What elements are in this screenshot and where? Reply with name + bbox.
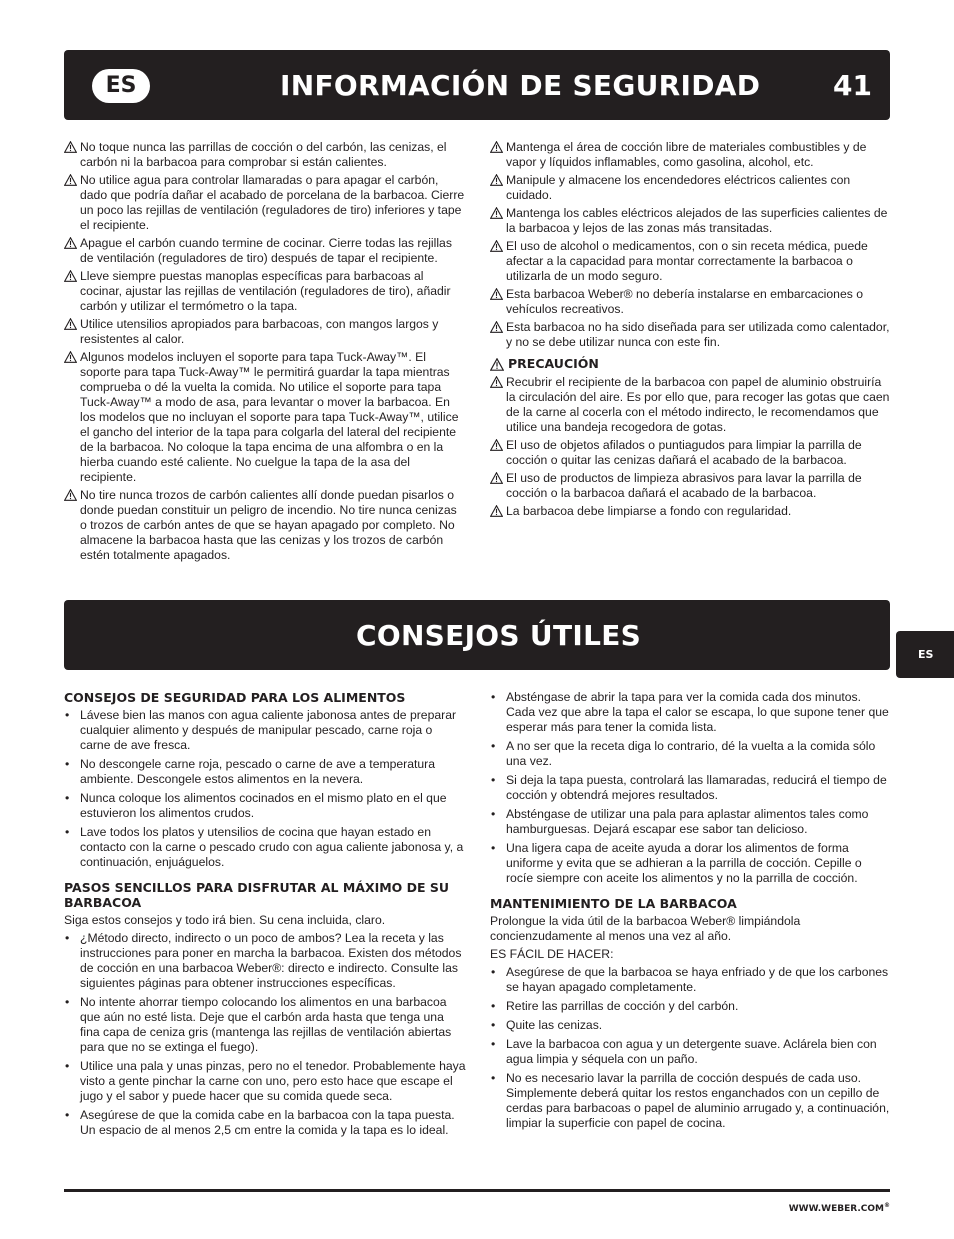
safety-warning-item	[490, 320, 892, 350]
warning-triangle-icon	[64, 351, 77, 363]
footer-url[interactable]	[789, 1200, 890, 1215]
maintenance-item	[490, 1037, 892, 1067]
bullet-icon: •	[491, 1018, 496, 1032]
bullet-icon: •	[491, 965, 496, 979]
warning-triangle-icon	[490, 321, 503, 333]
warning-triangle-icon	[490, 505, 503, 517]
food-safety-item	[64, 757, 466, 787]
safety-warning-item-text: Esta barbacoa Weber® no debería instalarse en embarcaciones o vehículos recreativos.	[506, 287, 863, 316]
maintenance-item-text: Quite las cenizas.	[506, 1018, 603, 1032]
bullet-icon: •	[491, 1071, 496, 1085]
easy-step-item-text: Una ligera capa de aceite ayuda a dorar los alimentos de forma uniforme y evita que se adhieran a la parrilla de cocción. Cepille o rocíe siempre con aceite los alimentos y no la parrilla de cocción.	[506, 841, 862, 885]
safety-warning-item	[64, 488, 466, 563]
easy-step-item	[490, 841, 892, 886]
maintenance-item-text: No es necesario lavar la parrilla de cocción después de cada uso. Simplemente deberá quitar los restos enganchados con un cepillo de cerdas para barbacoas o papel de aluminio arrugado y, a continuación, limpiar la superficie con papel de cocina.	[506, 1071, 890, 1130]
safety-warning-item	[490, 287, 892, 317]
easy-step-item-text: Si deja la tapa puesta, controlará las llamaradas, reducirá el tiempo de cocción y obtendrá mejores resultados.	[506, 773, 887, 802]
caution-item	[490, 471, 892, 501]
food-safety-item-text: Lávese bien las manos con agua caliente jabonosa antes de preparar cualquier alimento y después de manipular pescado, carne roja o carne de ave fresca.	[80, 708, 457, 752]
easy-step-item-text: Absténgase de abrir la tapa para ver la comida cada dos minutos. Cada vez que abre la tapa el calor se escapa, lo que supone tener que esperar más para tener la comida lista.	[506, 690, 889, 734]
easy-step-item-text: Asegúrese de que la comida cabe en la barbacoa con la tapa puesta. Un espacio de al menos 2,5 cm entre la comida y la tapa es lo ideal.	[80, 1108, 455, 1137]
safety-warning-item-text: No utilice agua para controlar llamaradas o para apagar el carbón, dado que podría dañar el acabado de porcelana de la barbacoa. Cierre un poco las rejillas de ventilación (reguladores de tiro) inferiores y tape el recipiente.	[80, 173, 465, 232]
safety-left-column	[64, 140, 466, 566]
safety-warning-item-text: No tire nunca trozos de carbón calientes allí donde puedan pisarlos o donde puedan constituir un peligro de incendio. No tire nunca cenizas o trozos de carbón antes de que se hayan apagado por completo. No almacene la barbacoa hasta que las cenizas y los trozos de carbón estén totalmente apagados.	[80, 488, 457, 562]
easy-step-item-text: ¿Método directo, indirecto o un poco de ambos? Lea la receta y las instrucciones para poner en marcha la barbacoa. Existen dos métodos de cocción en una barbacoa Weber®: directo e indirecto. Consulte las siguientes páginas para obtener instrucciones específicas.	[80, 931, 462, 990]
bullet-icon: •	[491, 807, 496, 821]
warning-triangle-icon	[490, 288, 503, 300]
safety-warning-item	[490, 140, 892, 170]
caution-item-text: El uso de objetos afilados o puntiagudos para limpiar la parrilla de cocción o quitar las cenizas dañará el acabado de la barbacoa.	[506, 438, 862, 467]
footer-rule	[64, 1189, 890, 1192]
safety-warning-item	[64, 140, 466, 170]
caution-item	[490, 504, 892, 519]
section-banner-safety	[64, 50, 890, 120]
maintenance-heading: MANTENIMIENTO DE LA BARBACOA	[490, 896, 737, 911]
caution-heading-label: PRECAUCIÓN	[508, 356, 599, 371]
safety-warning-item-text: Algunos modelos incluyen el soporte para tapa Tuck-Away™. El soporte para tapa Tuck-Away™ le permitirá guardar la tapa mientras comprueba o dé la vuelta la comida. No utilice el soporte para tapa Tuck-Away™ a modo de asa, para levantar o mover la barbacoa. En los modelos que no incluyan el soporte para tapa Tuck-Away™, utilice el gancho del interior de la tapa para colgarla del lateral del recipiente de la barbacoa. No coloque la tapa encima de una alfombra o en la hierba cuando esté caliente. No cuelgue la tapa de la asa del recipiente.	[80, 350, 459, 484]
footer-url-text: WWW.WEBER.COM	[788, 1204, 884, 1214]
easy-step-item-text: A no ser que la receta diga lo contrario, dé la vuelta a la comida sólo una vez.	[506, 739, 876, 768]
warning-triangle-icon	[64, 174, 77, 186]
easy-step-item	[490, 739, 892, 769]
maintenance-item	[490, 965, 892, 995]
page-number: 41	[833, 69, 872, 102]
caution-item-text: Recubrir el recipiente de la barbacoa con papel de aluminio obstruiría la circulación del aire. Es por ello que, para recoger las gotas que caen de la carne al cocerla con el método indirecto, le recomendamos que utilice una bandeja recogedora de gotas.	[506, 375, 890, 434]
caution-item	[490, 375, 892, 435]
safety-warning-item-text: Mantenga los cables eléctricos alejados de las superficies calientes de la barbacoa y lejos de las zonas más transitadas.	[506, 206, 888, 235]
easy-step-item	[64, 931, 466, 991]
easy-step-item	[490, 807, 892, 837]
easy-step-item-text: Absténgase de utilizar una pala para aplastar alimentos tales como hamburguesas. Dejará escapar ese sabor tan delicioso.	[506, 807, 869, 836]
food-safety-heading: CONSEJOS DE SEGURIDAD PARA LOS ALIMENTOS	[64, 690, 406, 705]
easy-step-item-text: Utilice una pala y unas pinzas, pero no el tenedor. Probablemente haya visto a gente pinchar la carne con uno, pero esto hace que escape el jugo y el sabor y puede hacer que su comida quede seca.	[80, 1059, 466, 1103]
tips-right-column	[490, 690, 892, 1135]
maintenance-item	[490, 1071, 892, 1131]
warning-triangle-icon	[490, 240, 503, 252]
maintenance-intro: Prolongue la vida útil de la barbacoa Weber® limpiándola concienzudamente al menos una vez al año.	[490, 914, 801, 943]
bullet-icon: •	[491, 773, 496, 787]
bullet-icon: •	[65, 757, 70, 771]
bullet-icon: •	[491, 1037, 496, 1051]
easy-step-item	[64, 1059, 466, 1104]
safety-warning-item	[64, 350, 466, 485]
bullet-icon: •	[65, 825, 70, 839]
safety-warning-item-text: Apague el carbón cuando termine de cocinar. Cierre todas las rejillas de ventilación (reguladores de tiro) después de tapar el recipiente.	[80, 236, 452, 265]
safety-warning-item-text: Esta barbacoa no ha sido diseñada para ser utilizada como calentador, y no se debe utilizar nunca con este fin.	[506, 320, 890, 349]
warning-triangle-icon	[64, 318, 77, 330]
maintenance-subintro: ES FÁCIL DE HACER:	[490, 947, 614, 961]
tips-title: CONSEJOS ÚTILES	[356, 619, 642, 652]
bullet-icon: •	[65, 708, 70, 722]
food-safety-item-text: Nunca coloque los alimentos cocinados en el mismo plato en el que estuvieron los alimentos crudos.	[80, 791, 447, 820]
section-banner-tips	[64, 600, 890, 670]
warning-triangle-icon	[64, 270, 77, 282]
safety-warning-item	[64, 236, 466, 266]
bullet-icon: •	[491, 999, 496, 1013]
warning-triangle-icon	[490, 358, 504, 371]
bullet-icon: •	[65, 995, 70, 1009]
bullet-icon: •	[65, 1108, 70, 1122]
safety-warning-item	[490, 239, 892, 284]
warning-triangle-icon	[490, 174, 503, 186]
safety-warning-item	[64, 173, 466, 233]
safety-warning-item-text: Manipule y almacene los encendedores eléctricos calientes con cuidado.	[506, 173, 851, 202]
safety-warning-item	[490, 206, 892, 236]
bullet-icon: •	[491, 841, 496, 855]
safety-warning-item-text: No toque nunca las parrillas de cocción o del carbón, las cenizas, el carbón ni la barbacoa para comprobar si están calientes.	[80, 140, 447, 169]
language-badge: ES	[92, 69, 150, 103]
food-safety-item	[64, 825, 466, 870]
safety-warning-item	[64, 317, 466, 347]
easy-step-item	[490, 690, 892, 735]
warning-triangle-icon	[490, 472, 503, 484]
warning-triangle-icon	[64, 489, 77, 501]
easy-step-item	[64, 995, 466, 1055]
easy-step-item	[64, 1108, 466, 1138]
bullet-icon: •	[65, 931, 70, 945]
maintenance-item-text: Retire las parrillas de cocción y del carbón.	[506, 999, 739, 1013]
warning-triangle-icon	[490, 376, 503, 388]
safety-right-column	[490, 140, 892, 522]
safety-warning-item-text: Utilice utensilios apropiados para barbacoas, con mangos largos y resistentes al calor.	[80, 317, 439, 346]
language-side-tab: ES	[896, 631, 954, 678]
bullet-icon: •	[65, 791, 70, 805]
easy-step-item-text: No intente ahorrar tiempo colocando los alimentos en una barbacoa que aún no esté lista. Deje que el carbón arda hasta que tenga una fina capa de ceniza gris (mantenga las rejillas de ventilación abiertas para que no se extinga el fuego).	[80, 995, 452, 1054]
warning-triangle-icon	[490, 141, 503, 153]
safety-warning-item	[64, 269, 466, 314]
warning-triangle-icon	[64, 237, 77, 249]
easy-step-item	[490, 773, 892, 803]
caution-item-text: El uso de productos de limpieza abrasivos para lavar la parrilla de cocción o la barbacoa dañará el acabado de la barbacoa.	[506, 471, 862, 500]
easy-steps-heading: PASOS SENCILLOS PARA DISFRUTAR AL MÁXIMO DE SU BARBACOA	[64, 880, 450, 910]
easy-steps-intro: Siga estos consejos y todo irá bien. Su cena incluida, claro.	[64, 913, 386, 927]
caution-item-text: La barbacoa debe limpiarse a fondo con regularidad.	[506, 504, 792, 518]
safety-warning-item-text: Mantenga el área de cocción libre de materiales combustibles y de vapor y líquidos inflamables, como gasolina, alcohol, etc.	[506, 140, 867, 169]
bullet-icon: •	[491, 739, 496, 753]
maintenance-item	[490, 999, 892, 1014]
safety-warning-item-text: El uso de alcohol o medicamentos, con o sin receta médica, puede afectar a la capacidad para montar correctamente la barbacoa o utilizarla de un modo seguro.	[506, 239, 868, 283]
food-safety-item	[64, 791, 466, 821]
tips-left-column	[64, 690, 466, 1142]
safety-warning-item	[490, 173, 892, 203]
warning-triangle-icon	[490, 207, 503, 219]
caution-heading	[490, 356, 892, 372]
caution-item	[490, 438, 892, 468]
warning-triangle-icon	[64, 141, 77, 153]
page-title: INFORMACIÓN DE SEGURIDAD	[280, 69, 761, 102]
bullet-icon: •	[65, 1059, 70, 1073]
warning-triangle-icon	[490, 439, 503, 451]
food-safety-item	[64, 708, 466, 753]
food-safety-item-text: Lave todos los platos y utensilios de cocina que hayan estado en contacto con la carne o pescado crudo con agua caliente jabonosa y, a continuación, enjuáguelos.	[80, 825, 464, 869]
maintenance-item	[490, 1018, 892, 1033]
food-safety-item-text: No descongele carne roja, pescado o carne de ave a temperatura ambiente. Descongele estos alimentos en la nevera.	[80, 757, 436, 786]
registered-mark: ®	[884, 1202, 890, 1209]
maintenance-item-text: Asegúrese de que la barbacoa se haya enfriado y de que los carbones se hayan apagado completamente.	[506, 965, 889, 994]
maintenance-item-text: Lave la barbacoa con agua y un detergente suave. Aclárela bien con agua limpia y séquela con un paño.	[506, 1037, 877, 1066]
bullet-icon: •	[491, 690, 496, 704]
safety-warning-item-text: Lleve siempre puestas manoplas específicas para barbacoas al cocinar, ajustar las rejillas de ventilación (reguladores de tiro), añadir carbón y utilizar el termómetro o la tapa.	[80, 269, 451, 313]
